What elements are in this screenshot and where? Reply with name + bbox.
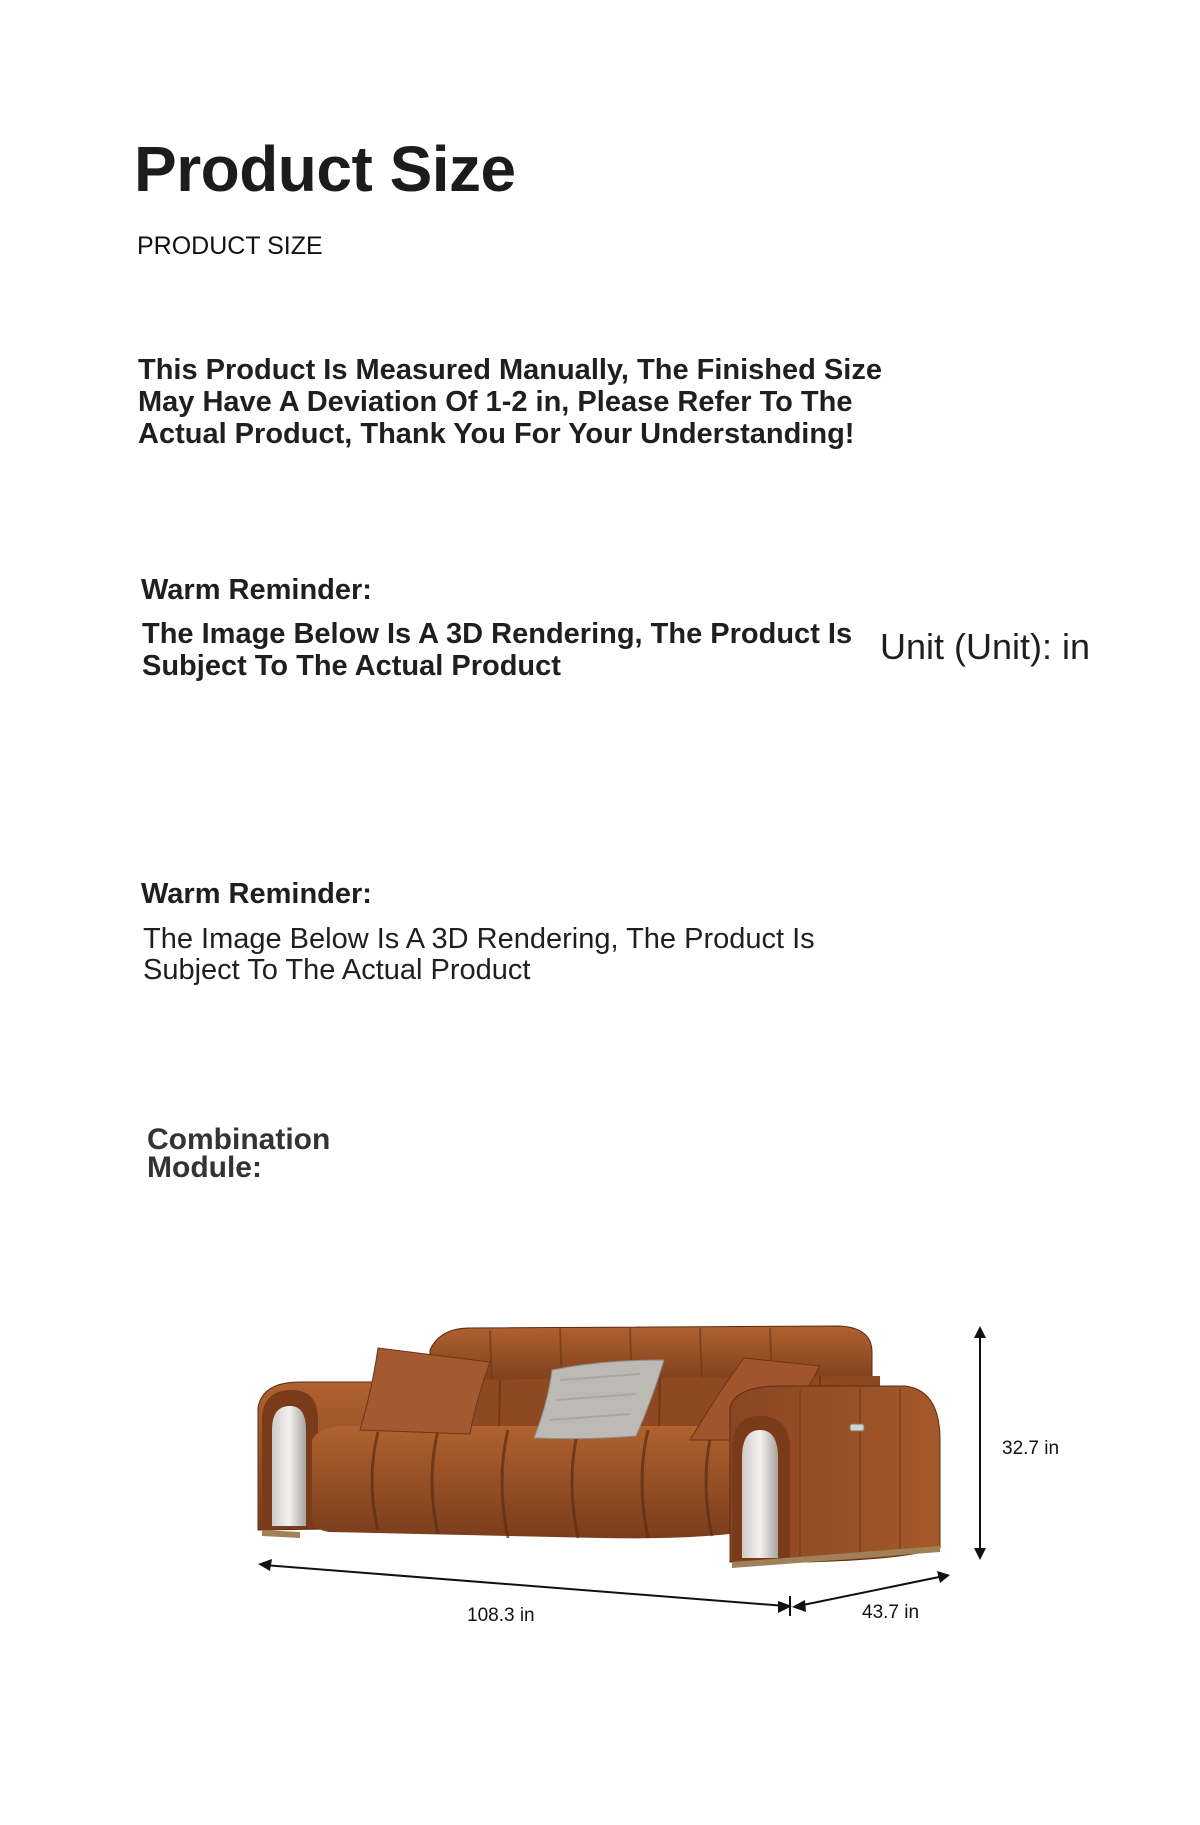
reminder-label-secondary: Warm Reminder: [141,878,372,910]
page-subtitle: PRODUCT SIZE [137,232,323,260]
reminder-text-secondary: The Image Below Is A 3D Rendering, The Product Is Subject To The Actual Product [143,923,815,986]
reminder-text: The Image Below Is A 3D Rendering, The Product Is Subject To The Actual Product [142,618,853,682]
measurement-notice: This Product Is Measured Manually, The Finished Size May Have A Deviation Of 1-2 in, Please Refer To The Actual Product, Thank You For Your Understanding! [138,354,882,450]
unit-label: Unit (Unit): in [880,626,1091,667]
combination-module-label: Combination Module: [147,1123,331,1184]
reminder-label: Warm Reminder: [141,574,372,606]
depth-dimension-label: 43.7 in [862,1602,920,1623]
width-dimension-label: 108.3 in [467,1605,535,1626]
sofa-dimension-diagram [0,1290,1200,1670]
sofa-image [258,1326,940,1568]
page-title: Product Size [134,133,516,205]
height-dimension-label: 32.7 in [1002,1438,1060,1459]
height-dimension-line [974,1326,986,1560]
